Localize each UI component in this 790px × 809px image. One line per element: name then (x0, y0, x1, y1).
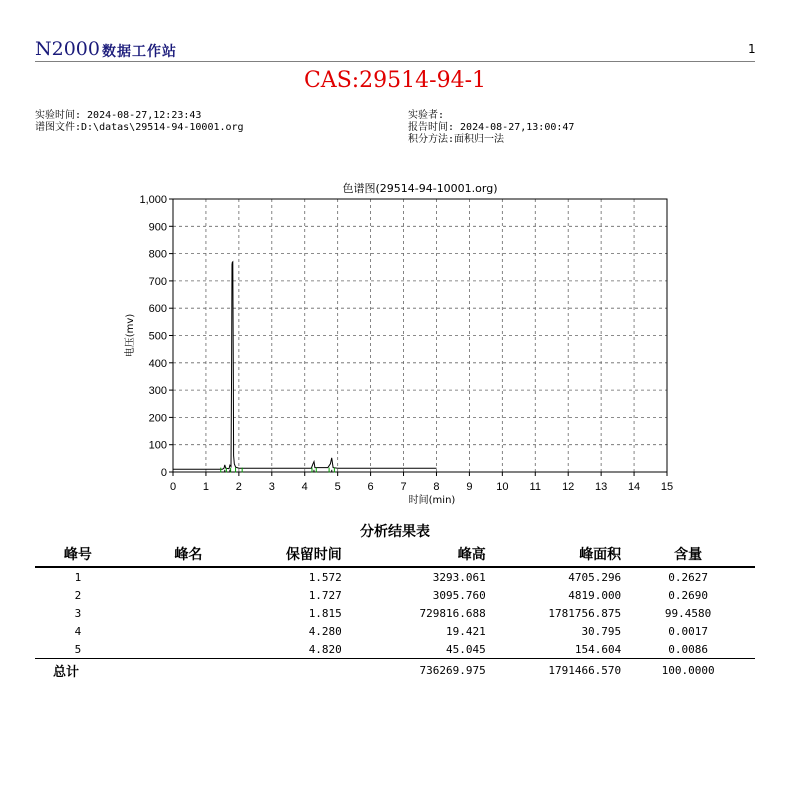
y-tick-label: 800 (148, 248, 167, 261)
results-title: 分析结果表 (360, 524, 430, 540)
peak-height: 3095.760 (432, 588, 486, 602)
peak-area: 30.795 (581, 624, 622, 638)
peak-name (121, 567, 256, 586)
peak-area: 4819.000 (568, 588, 622, 602)
x-tick-label: 13 (595, 481, 608, 493)
retention-time: 1.727 (308, 588, 342, 602)
x-axis-label: 时间(min) (408, 495, 456, 506)
x-tick-label: 10 (496, 481, 509, 493)
header-peak-area: 峰面积 (486, 542, 621, 567)
peak-height: 3293.061 (432, 570, 486, 584)
peak-no: 4 (74, 624, 82, 638)
table-row (35, 622, 755, 640)
app-logo: N2000 (35, 38, 100, 60)
cas-title: CAS:29514-94-1 (303, 68, 487, 93)
peak-no: 5 (74, 642, 82, 656)
peak-name (121, 640, 256, 659)
x-tick-label: 8 (433, 481, 440, 493)
peak-height: 45.045 (445, 642, 486, 656)
y-tick-label: 900 (148, 221, 167, 234)
y-tick-label: 1,000 (139, 194, 167, 206)
y-axis-label: 电压(mv) (125, 313, 136, 358)
table-row (35, 567, 755, 586)
x-tick-label: 15 (660, 481, 674, 493)
total-content: 100.0000 (621, 659, 755, 682)
total-label: 总计 (35, 659, 121, 682)
table-row (35, 604, 755, 622)
x-tick-label: 12 (562, 481, 575, 493)
x-tick-label: 3 (268, 481, 275, 493)
peak-name (121, 604, 256, 622)
results-table (35, 542, 755, 681)
retention-time: 4.280 (308, 624, 342, 638)
total-peak-name (121, 659, 256, 682)
app-subtitle: 数据工作站 (102, 44, 177, 60)
y-tick-label: 0 (160, 467, 167, 479)
retention-time: 4.820 (308, 642, 342, 656)
page-number: 1 (748, 42, 756, 56)
content: 0.2627 (668, 570, 708, 584)
peak-no: 2 (74, 588, 82, 602)
content: 0.2690 (668, 588, 708, 602)
results-header-row (35, 542, 755, 567)
peak-area: 1781756.875 (548, 606, 622, 620)
x-tick-label: 2 (235, 481, 242, 493)
peak-height: 729816.688 (419, 606, 486, 620)
x-tick-label: 14 (627, 481, 641, 493)
integration-method: 积分方法:面积归一法 (408, 134, 505, 145)
x-tick-label: 7 (400, 481, 407, 493)
header-retention-time: 保留时间 (256, 542, 342, 567)
x-tick-label: 9 (466, 481, 473, 493)
table-row (35, 640, 755, 659)
experiment-time: 实验时间: 2024-08-27,12:23:43 (35, 110, 202, 121)
peak-no: 3 (74, 606, 82, 620)
peak-no: 1 (74, 570, 82, 584)
x-tick-label: 5 (334, 481, 341, 493)
x-tick-label: 11 (529, 481, 541, 493)
chromatogram-file: 谱图文件:D:\datas\29514-94-10001.org (35, 122, 244, 133)
x-tick-label: 6 (367, 481, 374, 493)
y-tick-label: 200 (148, 412, 167, 425)
y-tick-label: 400 (148, 357, 167, 370)
x-tick-label: 1 (202, 481, 209, 493)
peak-name (121, 586, 256, 604)
y-tick-label: 600 (148, 303, 167, 316)
total-row (35, 659, 755, 682)
peak-area: 154.604 (574, 642, 622, 656)
total-peak-height: 736269.975 (342, 659, 486, 682)
header-content: 含量 (621, 542, 755, 567)
header-peak-no: 峰号 (35, 542, 121, 567)
table-row (35, 586, 755, 604)
report-time: 报告时间: 2024-08-27,13:00:47 (408, 122, 575, 133)
peak-name (121, 622, 256, 640)
x-tick-label: 4 (301, 481, 308, 493)
chart-title: 色谱图(29514-94-10001.org) (342, 182, 498, 195)
peak-height: 19.421 (445, 624, 486, 638)
y-tick-label: 700 (148, 275, 167, 288)
experimenter: 实验者: (408, 110, 445, 121)
y-tick-label: 100 (148, 439, 167, 452)
content: 0.0017 (668, 624, 708, 638)
total-retention-time (256, 659, 342, 682)
x-tick-label: 0 (169, 481, 177, 493)
retention-time: 1.572 (308, 570, 342, 584)
content: 0.0086 (668, 642, 708, 656)
retention-time: 1.815 (308, 606, 342, 620)
total-peak-area: 1791466.570 (486, 659, 621, 682)
y-tick-label: 500 (148, 330, 167, 343)
content: 99.4580 (664, 606, 712, 620)
peak-area: 4705.296 (568, 570, 622, 584)
header-peak-name: 峰名 (121, 542, 256, 567)
header-peak-height: 峰高 (342, 542, 486, 567)
y-tick-label: 300 (148, 385, 167, 398)
